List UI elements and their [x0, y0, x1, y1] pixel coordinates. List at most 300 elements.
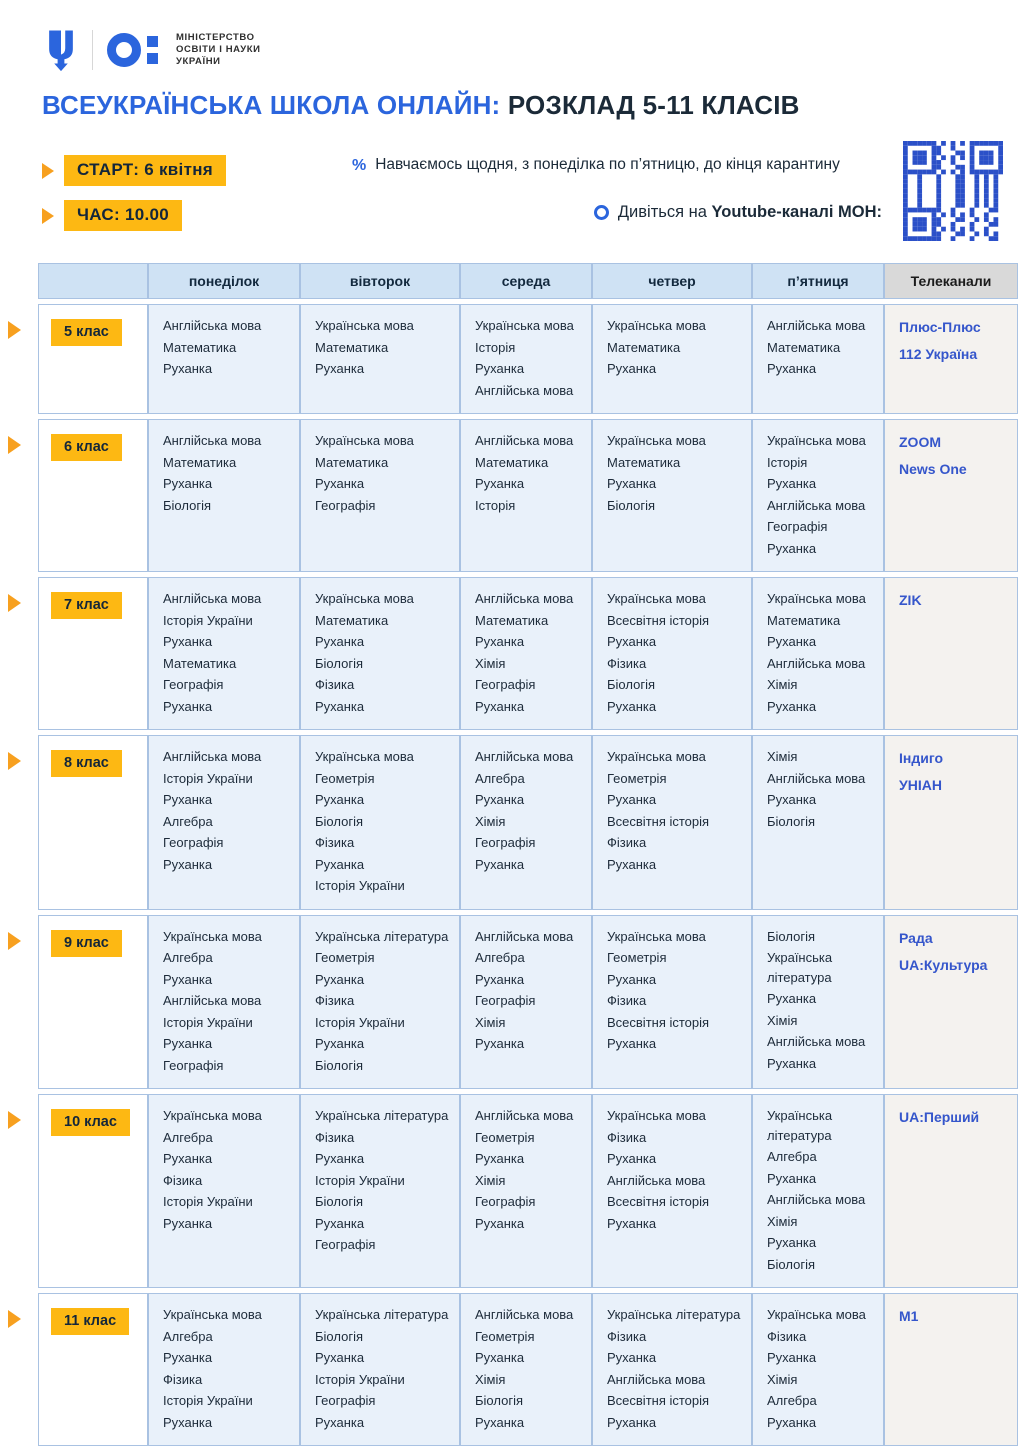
subject-line: Руханка	[767, 792, 817, 807]
subject-line: Українська література	[315, 1108, 449, 1123]
subject-line: Хімія	[767, 1012, 798, 1028]
day-cell	[148, 419, 300, 572]
subject-line: Біологія	[607, 677, 655, 692]
subject-line: Українська література	[315, 1307, 449, 1322]
subject-line: Англійська мова	[475, 1108, 574, 1123]
subject-line: Географія	[475, 677, 536, 692]
subject-line: Математика	[607, 454, 681, 470]
subject-line: Англійська мова	[767, 1034, 866, 1049]
subject-line: Англійська мова	[163, 433, 262, 448]
subject-line: Алгебра	[163, 950, 213, 965]
subject-line: Геометрія	[315, 950, 375, 965]
subject-line: Руханка	[315, 1350, 365, 1365]
day-cell	[148, 1293, 300, 1446]
subject-line: Українська мова	[315, 749, 414, 764]
day-cell	[148, 577, 300, 730]
subject-line: Біологія	[767, 1256, 815, 1272]
subject-line: Руханка	[315, 1414, 365, 1430]
day-cell	[148, 1094, 300, 1288]
day-cell	[752, 1094, 884, 1288]
subject-line: Математика	[767, 339, 841, 355]
subject-line: Фізика	[607, 1129, 647, 1145]
subject-line: Алгебра	[163, 1328, 213, 1344]
channel-cell	[884, 735, 1018, 910]
day-cell	[148, 735, 300, 910]
subject-line: Біологія	[315, 813, 363, 829]
youtube-note	[594, 203, 882, 222]
arrow-marker	[8, 752, 21, 770]
subject-line: Руханка	[767, 698, 817, 714]
subject-line: Руханка	[767, 1414, 817, 1430]
subject-line: Біологія	[607, 497, 655, 513]
subject-line: Англійська мова	[475, 1307, 574, 1322]
class-cell	[38, 735, 148, 910]
subject-line: Алгебра	[767, 1149, 817, 1164]
subject-line: Алгебра	[163, 1129, 213, 1145]
subject-line: Географія	[475, 835, 536, 850]
subject-line: Хімія	[475, 1014, 506, 1030]
day-cell	[460, 304, 592, 414]
class-badge: 7 клас	[51, 592, 122, 619]
class-cell	[38, 915, 148, 1090]
subject-line: Алгебра	[767, 1393, 817, 1408]
day-cell	[752, 915, 884, 1090]
qr-code	[903, 141, 1003, 241]
schedule-note-text: Навчаємось щодня, з понеділка по п’ятницю, до кінця карантину	[375, 156, 840, 173]
table-row	[38, 1094, 1018, 1288]
subject-line: Фізика	[607, 835, 647, 850]
subject-line: Історія України	[163, 1194, 253, 1209]
subject-line: Математика	[475, 454, 549, 470]
schedule-body	[38, 304, 1018, 1446]
subject-line: Хімія	[475, 655, 506, 671]
table-row	[38, 915, 1018, 1090]
channel-name: M1	[899, 1308, 919, 1324]
subject-line: Фізика	[163, 1371, 203, 1387]
subject-line: Біологія	[767, 813, 815, 829]
subject-line: Фізика	[163, 1172, 203, 1188]
subject-line: Історія	[767, 454, 808, 470]
subject-line: Руханка	[607, 1036, 657, 1051]
day-cell	[300, 1293, 460, 1446]
subject-line: Руханка	[163, 792, 213, 807]
subject-line: Руханка	[767, 634, 817, 649]
subject-line: Англійська мова	[607, 1371, 706, 1387]
subject-line: Хімія	[475, 813, 506, 829]
subject-line: Руханка	[607, 1151, 657, 1166]
subject-line: Руханка	[163, 1036, 213, 1051]
subject-line: Географія	[315, 497, 376, 513]
subject-line: Математика	[607, 339, 681, 355]
subject-line: Руханка	[607, 361, 657, 376]
subject-line: Історія	[475, 497, 516, 513]
subject-line: Руханка	[315, 856, 365, 872]
subject-line: Руханка	[475, 634, 525, 649]
subject-line: Руханка	[163, 1350, 213, 1365]
day-header-3: четвер	[592, 263, 752, 299]
subject-line: Всесвітня історія	[607, 1014, 710, 1030]
channel-name: Рада	[899, 929, 933, 946]
channel-name: ZIK	[899, 592, 922, 608]
subject-line: Математика	[163, 339, 237, 355]
day-header-0: понеділок	[148, 263, 300, 299]
subject-line: Українська мова	[607, 1108, 706, 1123]
day-cell	[460, 735, 592, 910]
subject-line: Географія	[475, 1194, 536, 1209]
channel-name: ZOOM	[899, 434, 941, 450]
channel-cell	[884, 419, 1018, 572]
subject-line: Географія	[163, 1057, 224, 1073]
youtube-note-text: Дивіться на Youtube-каналі МОН:	[617, 203, 882, 221]
subject-line: Руханка	[475, 1036, 525, 1051]
arrow-marker	[8, 932, 21, 950]
channel-cell	[884, 1293, 1018, 1446]
class-badge: 11 клас	[51, 1308, 129, 1335]
subject-line: Руханка	[163, 856, 213, 872]
subject-line: Руханка	[767, 476, 817, 491]
subject-line: Руханка	[767, 1170, 817, 1186]
subject-line: Англійська мова	[475, 433, 574, 448]
arrow-marker	[8, 1310, 21, 1328]
subject-line: Руханка	[767, 1235, 817, 1250]
subject-line: Руханка	[475, 856, 525, 872]
channel-name: УНІАН	[899, 777, 942, 794]
subject-line: Алгебра	[475, 770, 525, 786]
subject-line: Руханка	[315, 1215, 365, 1231]
subject-line: Українська мова	[315, 591, 414, 606]
trident-icon	[44, 28, 78, 72]
subject-line: Руханка	[315, 698, 365, 714]
subject-line: Геометрія	[607, 770, 667, 786]
day-cell	[752, 419, 884, 572]
page-header	[0, 0, 1030, 258]
subject-line: Всесвітня історія	[607, 612, 710, 628]
subject-line: Фізика	[315, 677, 355, 692]
subject-line: Руханка	[475, 361, 525, 376]
arrow-marker	[8, 321, 21, 339]
subject-line: Руханка	[475, 698, 525, 714]
subject-line: Історія України	[315, 878, 405, 893]
subject-line: Хімія	[767, 1213, 798, 1229]
subject-line: Руханка	[475, 792, 525, 807]
subject-line: Українська література	[767, 1108, 833, 1143]
subject-line: Руханка	[767, 540, 817, 556]
subject-line: Біологія	[475, 1393, 523, 1408]
subject-line: Руханка	[475, 1151, 525, 1166]
subject-line: Математика	[767, 612, 841, 628]
subject-line: Руханка	[607, 698, 657, 714]
subject-line: Біологія	[315, 1194, 363, 1209]
table-header-row	[38, 263, 1018, 299]
day-cell	[752, 304, 884, 414]
page-title-blue: ВСЕУКРАЇНСЬКА ШКОЛА ОНЛАЙН:	[42, 90, 501, 120]
subject-line: Історія України	[163, 612, 253, 628]
subject-line: Історія	[475, 339, 516, 355]
day-cell	[148, 304, 300, 414]
arrow-marker	[8, 436, 21, 454]
subject-line: Руханка	[767, 361, 817, 376]
subject-line: Українська література	[315, 928, 449, 944]
subject-line: Англійська мова	[163, 318, 262, 333]
subject-line: Українська література	[767, 950, 833, 985]
subject-line: Руханка	[607, 1414, 657, 1430]
day-cell	[300, 577, 460, 730]
channel-cell	[884, 577, 1018, 730]
channel-name: UA:Перший	[899, 1109, 980, 1125]
subject-line: Математика	[315, 454, 389, 470]
subject-line: Математика	[163, 454, 237, 470]
logo-divider	[92, 30, 93, 70]
page-title-dark: РОЗКЛАД 5-11 КЛАСІВ	[507, 90, 800, 120]
class-badge: 9 клас	[51, 930, 122, 957]
subject-line: Хімія	[767, 677, 798, 692]
subject-line: Руханка	[315, 361, 365, 376]
subject-line: Англійська мова	[163, 749, 262, 764]
subject-line: Українська мова	[315, 433, 414, 448]
schedule-note	[352, 156, 892, 177]
subject-line: Біологія	[315, 1057, 363, 1073]
subject-line: Фізика	[315, 835, 355, 850]
subject-line: Руханка	[475, 1215, 525, 1231]
subject-line: Руханка	[163, 1151, 213, 1166]
subject-line: Руханка	[315, 1036, 365, 1051]
subject-line: Українська мова	[607, 318, 706, 333]
subject-line: Математика	[315, 612, 389, 628]
subject-line: Англійська мова	[767, 497, 866, 513]
day-cell	[300, 419, 460, 572]
class-badge: 8 клас	[51, 750, 122, 777]
subject-line: Руханка	[315, 634, 365, 649]
subject-line: Українська мова	[163, 1108, 262, 1123]
day-cell	[460, 577, 592, 730]
subject-line: Географія	[163, 835, 224, 850]
subject-line: Руханка	[315, 971, 365, 987]
arrow-marker	[42, 163, 54, 179]
day-cell	[752, 1293, 884, 1446]
subject-line: Геометрія	[607, 950, 667, 965]
subject-line: Історія України	[315, 1371, 405, 1387]
class-cell	[38, 577, 148, 730]
day-cell	[300, 1094, 460, 1288]
subject-line: Руханка	[475, 1414, 525, 1430]
subject-line: Руханка	[315, 792, 365, 807]
day-cell	[148, 915, 300, 1090]
subject-line: Історія України	[163, 1014, 253, 1030]
subject-line: Всесвітня історія	[607, 1194, 710, 1209]
day-cell	[752, 735, 884, 910]
subject-line: Українська мова	[767, 1307, 866, 1322]
subject-line: Руханка	[475, 476, 525, 491]
subject-line: Хімія	[475, 1172, 506, 1188]
subject-line: Руханка	[315, 1151, 365, 1166]
subject-line: Географія	[767, 519, 828, 534]
subject-line: Алгебра	[475, 950, 525, 965]
subject-line: Руханка	[475, 971, 525, 987]
subject-line: Руханка	[163, 698, 213, 714]
subject-line: Англійська мова	[767, 655, 866, 671]
subject-line: Хімія	[767, 1371, 798, 1387]
subject-line: Англійська мова	[475, 591, 574, 606]
subject-line: Біологія	[315, 655, 363, 671]
subject-line: Руханка	[163, 971, 213, 987]
time-badge: ЧАС: 10.00	[64, 200, 182, 231]
subject-line: Біологія	[315, 1328, 363, 1344]
day-cell	[300, 304, 460, 414]
day-cell	[460, 1293, 592, 1446]
ministry-name: МІНІСТЕРСТВО ОСВІТИ І НАУКИ УКРАЇНИ	[176, 32, 261, 67]
subject-line: Історія України	[163, 770, 253, 786]
subject-line: Руханка	[163, 361, 213, 376]
day-cell	[592, 577, 752, 730]
day-header-2: середа	[460, 263, 592, 299]
mon-logo-icon	[107, 33, 158, 67]
channel-name: News One	[899, 461, 967, 478]
class-cell	[38, 419, 148, 572]
day-cell	[592, 915, 752, 1090]
subject-line: Англійська мова	[767, 770, 866, 786]
schedule-table-wrap	[38, 258, 1018, 1451]
subject-line: Руханка	[163, 634, 213, 649]
subject-line: Українська мова	[767, 433, 866, 448]
subject-line: Англійська мова	[475, 382, 574, 398]
subject-line: Руханка	[767, 991, 817, 1006]
subject-line: Англійська мова	[475, 749, 574, 764]
arrow-marker	[8, 594, 21, 612]
class-badge: 6 клас	[51, 434, 122, 461]
day-cell	[592, 304, 752, 414]
subject-line: Руханка	[607, 971, 657, 987]
subject-line: Всесвітня історія	[607, 813, 710, 829]
subject-line: Англійська мова	[767, 318, 866, 333]
arrow-marker	[8, 1111, 21, 1129]
subject-line: Українська мова	[607, 749, 706, 764]
subject-line: Українська мова	[315, 318, 414, 333]
subject-line: Руханка	[163, 1215, 213, 1231]
subject-line: Історія України	[315, 1172, 405, 1188]
subject-line: Фізика	[607, 993, 647, 1008]
subject-line: Українська мова	[607, 591, 706, 606]
subject-line: Географія	[315, 1237, 376, 1252]
subject-line: Українська мова	[767, 591, 866, 606]
subject-line: Фізика	[315, 993, 355, 1008]
subject-line: Українська мова	[163, 1307, 262, 1322]
subject-line: Географія	[475, 993, 536, 1008]
day-cell	[460, 915, 592, 1090]
subject-line: Хімія	[767, 749, 798, 764]
subject-line: Українська мова	[607, 433, 706, 448]
day-cell	[592, 419, 752, 572]
day-cell	[460, 419, 592, 572]
day-header-4: п’ятниця	[752, 263, 884, 299]
channel-cell	[884, 915, 1018, 1090]
subject-line: Фізика	[767, 1328, 807, 1344]
arrow-marker	[42, 208, 54, 224]
subject-line: Руханка	[475, 1350, 525, 1365]
day-header-1: вівторок	[300, 263, 460, 299]
subject-line: Руханка	[163, 476, 213, 491]
subject-line: Математика	[315, 339, 389, 355]
table-row	[38, 304, 1018, 414]
subject-line: Фізика	[607, 655, 647, 671]
class-cell	[38, 304, 148, 414]
subject-line: Руханка	[163, 1414, 213, 1430]
day-cell	[592, 1094, 752, 1288]
subject-line: Англійська мова	[163, 591, 262, 606]
day-cell	[460, 1094, 592, 1288]
subject-line: Фізика	[607, 1328, 647, 1344]
channel-cell	[884, 304, 1018, 414]
subject-line: Біологія	[163, 497, 211, 513]
subject-line: Географія	[163, 677, 224, 692]
channel-name: Плюс-Плюс	[899, 319, 981, 335]
subject-line: Біологія	[767, 928, 815, 944]
subject-line: Українська мова	[607, 928, 706, 944]
start-badge: СТАРТ: 6 квітня	[64, 155, 226, 186]
corner-cell	[38, 263, 148, 299]
subject-line: Руханка	[607, 1350, 657, 1365]
percent-icon: %	[352, 157, 367, 174]
subject-line: Англійська мова	[475, 928, 574, 944]
class-badge: 10 клас	[51, 1109, 130, 1136]
channel-name: Індиго	[899, 750, 944, 766]
subject-line: Англійська мова	[163, 993, 262, 1008]
class-badge: 5 клас	[51, 319, 122, 346]
subject-line: Руханка	[607, 634, 657, 649]
day-cell	[592, 735, 752, 910]
channel-name: 112 Україна	[899, 346, 978, 363]
subject-line: Історія України	[163, 1393, 253, 1408]
table-row	[38, 419, 1018, 572]
ministry-logo	[44, 28, 261, 72]
subject-line: Руханка	[607, 856, 657, 872]
subject-line: Фізика	[315, 1129, 355, 1145]
class-cell	[38, 1293, 148, 1446]
subject-line: Англійська мова	[607, 1172, 706, 1188]
subject-line: Геометрія	[475, 1129, 535, 1145]
subject-line: Руханка	[315, 476, 365, 491]
subject-line: Географія	[315, 1393, 376, 1408]
subject-line: Руханка	[607, 1215, 657, 1231]
table-row	[38, 577, 1018, 730]
subject-line: Українська мова	[475, 318, 574, 333]
page-title	[42, 90, 800, 121]
subject-line: Історія України	[315, 1014, 405, 1030]
channels-header: Телеканали	[884, 263, 1018, 299]
table-row	[38, 1293, 1018, 1446]
table-row	[38, 735, 1018, 910]
subject-line: Англійська мова	[767, 1192, 866, 1207]
channel-cell	[884, 1094, 1018, 1288]
subject-line: Руханка	[767, 1350, 817, 1365]
subject-line: Математика	[475, 612, 549, 628]
class-cell	[38, 1094, 148, 1288]
subject-line: Руханка	[607, 476, 657, 491]
day-cell	[300, 915, 460, 1090]
channel-name: UA:Культура	[899, 956, 988, 973]
day-cell	[752, 577, 884, 730]
subject-line: Геометрія	[315, 770, 375, 786]
circle-icon	[594, 205, 609, 220]
day-cell	[592, 1293, 752, 1446]
subject-line: Українська література	[607, 1307, 741, 1322]
subject-line: Всесвітня історія	[607, 1393, 710, 1408]
subject-line: Українська мова	[163, 928, 262, 944]
subject-line: Геометрія	[475, 1328, 535, 1344]
subject-line: Математика	[163, 655, 237, 671]
subject-line: Руханка	[607, 792, 657, 807]
schedule-table	[38, 258, 1018, 1451]
day-cell	[300, 735, 460, 910]
